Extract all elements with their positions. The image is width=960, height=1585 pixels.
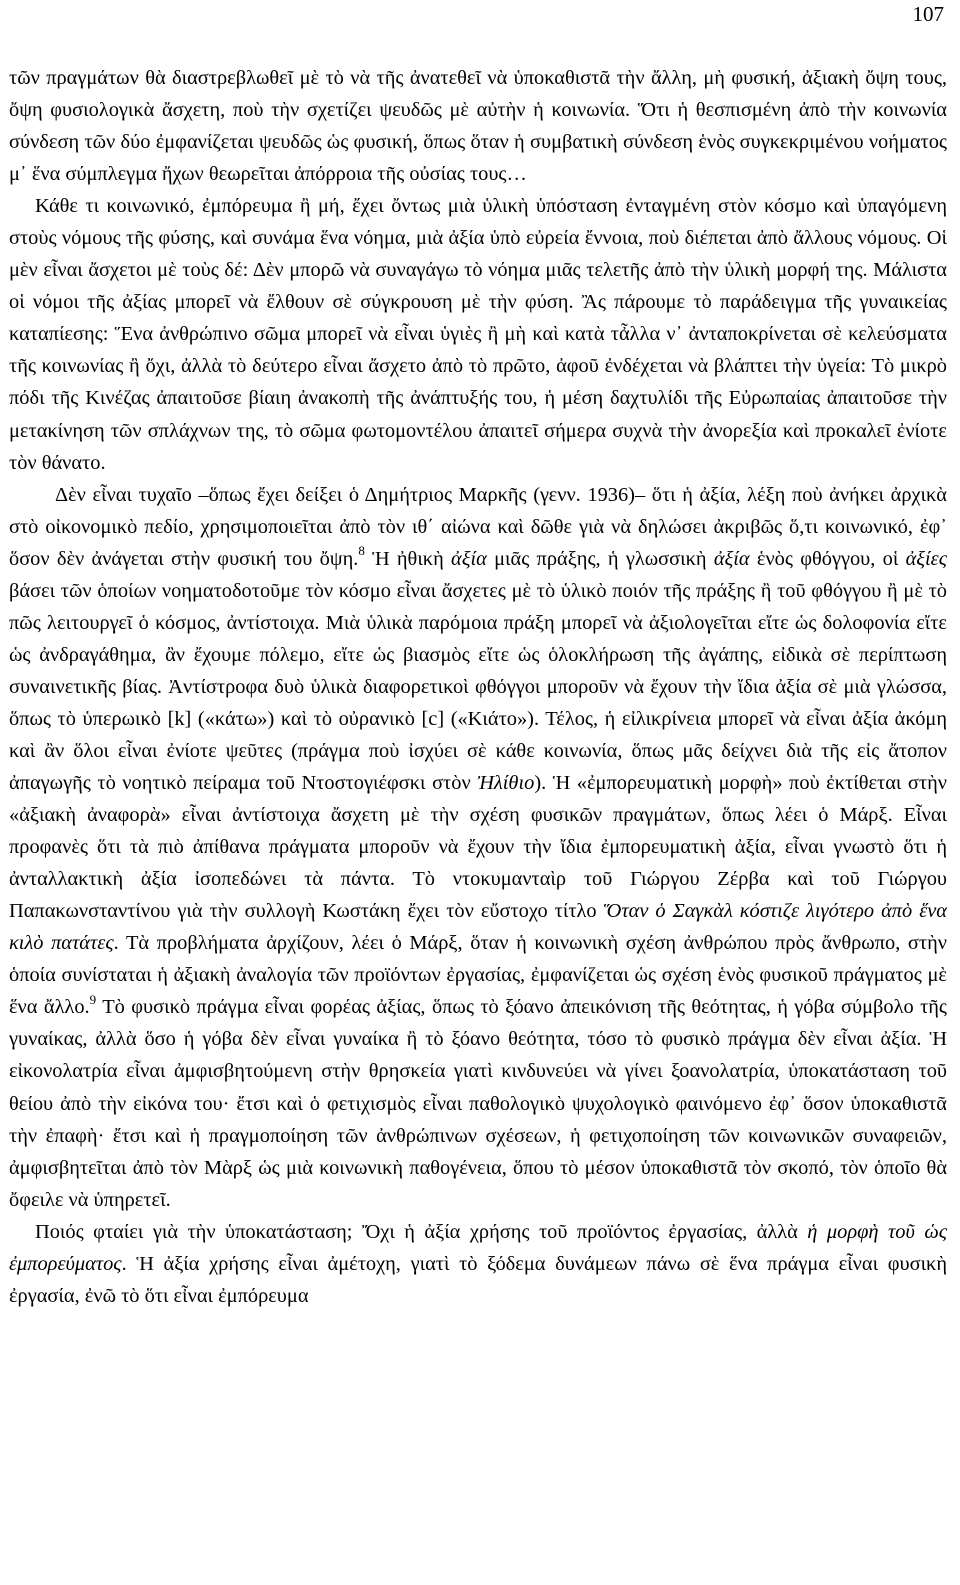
paragraph-text: μιᾶς πράξης, ἡ γλωσσικὴ (486, 547, 714, 570)
paragraph-text: ἑνὸς φθόγγου, οἱ (749, 547, 906, 570)
paragraph-text: ). Ἡ «ἐμπορευματικὴ μορφὴ» ποὺ ἐκτίθεται στὴν «ἀξιακὴ ἀναφορὰ» εἶναι ἀντίστοιχα ἄσχετη μὲ τὴν σχέση φυσικῶν πραγμάτων, ὅπως λέει ὁ Μάρξ. Εἶναι προφανὲς ὅτι τὰ πιὸ ἀπίθανα πράγματα μποροῦν νὰ ἔχουν τὴν ἴδια ἐμπορευματικὴ ἀξία, εἶναι γνωστὸ ὅτι ἡ ἀνταλλακτικὴ ἀξία ἰσοπεδώνει τὰ πάντα. Τὸ ντοκυμανταὶρ τοῦ Γιώργου Ζέρβα καὶ τοῦ Γιώργου Παπακωνσταντίνου γιὰ τὴν συλλογὴ Κωστάκη ἔχει τὸν εὔστοχο τίτλο (9, 772, 947, 923)
page-number: 107 (912, 2, 944, 26)
paragraph-text: βάσει τῶν ὁποίων νοηματοδοτοῦμε τὸν κόσμο εἶναι ἄσχετες μὲ τὸ ὑλικὸ ποιόν τῆς πράξης ἢ τοῦ φθόγγου ἢ μὲ τὸ πῶς λειτουργεῖ ὁ κόσμος, ἀντίστοιχα. Μιὰ ὑλικὰ παρόμοια πράξη μπορεῖ νὰ ἀξιολογεῖται εἴτε ὡς δολοφονία εἴτε ὡς ἀνδραγάθημα, ἂν ἔχουμε πόλεμο, εἴτε ὡς βιασμὸς εἴτε ὡς ὁλοκλήρωση τῆς ἀγάπης, εἰδικὰ σὲ περίπτωση συναινετικῆς βίας. Ἀντίστροφα δυὸ ὑλικὰ διαφορετικοὶ φθόγγοι μποροῦν νὰ ἔχουν τὴν ἴδια ἀξία σὲ μιὰ γλώσσα, ὅπως τὸ ὑπερωικὸ [k] («κάτω») καὶ τὸ οὐρανικὸ [c] («Κιάτο»). Τέλος, ἡ εἰλικρίνεια μπορεῖ νὰ εἶναι ἀξία ἀκόμη καὶ ἂν ὅλοι εἶναι ἐνίοτε ψεῦτες (πράγμα ποὺ ἰσχύει σὲ κάθε κοινωνία, ὅπως μᾶς δείχνει διὰ τῆς εἰς ἄτοπον ἀπαγωγῆς τὸ νοητικὸ πείραμα τοῦ Ντοστογιέφσκι στὸν (9, 579, 947, 795)
paragraph-text: Ἡ ἠθικὴ (364, 547, 452, 570)
italic-term: ἀξία (451, 547, 487, 570)
paragraph-2 (9, 190, 947, 478)
paragraph-text: Ποιός φταίει γιὰ τὴν ὑποκατάσταση; Ὄχι ἡ ἀξία χρήσης τοῦ προϊόντος ἐργασίας, ἀλλὰ (35, 1220, 808, 1243)
paragraph-text: . Τὰ προβλήματα ἀρχίζουν, λέει ὁ Μάρξ, ὅταν ἡ κοινωνικὴ σχέση ἀνθρώπου πρὸς ἄνθρωπο, στὴν ὁποία συνίσταται ἡ ἀξιακὴ ἀναλογία τῶν προϊόντων ἐργασίας, ἐμφανίζεται ὡς σχέση ἑνὸς φυσικοῦ πράγματος μὲ ἕνα ἄλλο. (9, 932, 947, 1019)
paragraph-text: Τὸ φυσικὸ πράγμα εἶναι φορέας ἀξίας, ὅπως τὸ ξόανο ἀπεικόνιση τῆς θεότητας, ἡ γόβα σύμβολο τῆς γυναίκας, ἀλλὰ ὅσο ἡ γόβα δὲν εἶναι γυναίκα ἢ τὸ ξόανο θεότητα, τόσο τὸ φυσικὸ πράγμα δὲν εἶναι ἀξία. Ἡ εἰκονολατρία εἶναι ἀμφισβητούμενη στὴν θρησκεία γιατὶ κινδυνεύει νὰ γίνει ξοανολατρία, ὑποκατάσταση τοῦ θείου ἀπὸ τὴν εἰκόνα του· ἔτσι καὶ ὁ φετιχισμὸς εἶναι παθολογικὸ ψυχολογικὸ φαινόμενο ἐφ᾽ ὅσον ὑποκαθιστᾶ τὴν ἐπαφὴ· ἔτσι καὶ ἡ πραγμοποίηση τῶν ἀνθρώπινων σχέσεων, ἡ φετιχοποίηση τῶν κοινωνικῶν συναφειῶν, ἀμφισβητεῖται ἀπὸ τὸν Μὰρξ ὡς μιὰ κοινωνικὴ παθογένεια, ὅπου τὸ μέσον ὑποκαθιστᾶ τὸν σκοπό, τὸν ὁποῖο θὰ ὄφειλε νὰ ὑπηρετεῖ. (9, 996, 947, 1211)
paragraph-3 (9, 479, 947, 1216)
italic-film-title: Ὅταν ὁ Σαγκὰλ κόστιζε λιγότερο ἀπὸ ἕνα κιλὸ πατάτες (9, 900, 947, 955)
italic-book-title: Ἠλίθιο (477, 772, 535, 795)
paragraph-4 (9, 1216, 947, 1312)
footnote-ref-9[interactable]: 9 (89, 991, 97, 1007)
footnote-ref-8[interactable]: 8 (358, 542, 365, 558)
paragraph-text: . Ἡ ἀξία χρήσης εἶναι ἀμέτοχη, γιατὶ τὸ ξόδεμα δυνάμεων πάνω σὲ ἕνα πράγμα εἶναι φυσικὴ ἐργασία, ἐνῶ τὸ ὅτι εἶναι ἐμπόρευμα (9, 1252, 947, 1307)
paragraph-text: Κάθε τι κοινωνικό, ἐμπόρευμα ἢ μή, ἔχει ὄντως μιὰ ὑλικὴ ὑπόσταση ἐνταγμένη στὸν κόσμο καὶ ὑπαγόμενη στοὺς νόμους τῆς φύσης, καὶ συνάμα ἕνα νόημα, μιὰ ἀξία ὑπὸ εὐρεία ἔννοια, ποὺ διέπεται ἀπὸ ἄλλους νόμους. Οἱ μὲν εἶναι ἄσχετοι μὲ τοὺς δέ: Δὲν μπορῶ νὰ συναγάγω τὸ νόημα μιᾶς τελετῆς ἀπὸ τὴν ὑλικὴ μορφή της. Μάλιστα οἱ νόμοι τῆς ἀξίας μπορεῖ νὰ ἔλθουν σὲ σύγκρουση μὲ τὴν φύση. Ἂς πάρουμε τὸ παράδειγμα τῆς γυναικείας καταπίεσης: Ἕνα ἀνθρώπινο σῶμα μπορεῖ νὰ εἶναι ὑγιὲς ἢ μὴ καὶ κατὰ τἆλλα ν᾽ ἀνταποκρίνεται σὲ κελεύσματα τῆς κοινωνίας ἢ ὄχι, ἀλλὰ τὸ δεύτερο εἶναι ἄσχετο ἀπὸ τὸ πρῶτο, ἀφοῦ ἐνδέχεται νὰ βλάπτει τὴν ὑγεία: Τὸ μικρὸ πόδι τῆς Κινέζας ἀπαιτοῦσε βίαιη ἀνακοπὴ τῆς ἀνάπτυξής του, ἡ μέση δαχτυλίδι τῆς Εὐρωπαίας ἀπαιτοῦσε τὴν μετακίνηση τῶν σπλάχνων της, τὸ σῶμα φωτομοντέλου ἀπαιτεῖ σήμερα συχνὰ τὴν ἀνορεξία καὶ προκαλεῖ ἐνίοτε τὸν θάνατο. (9, 195, 947, 474)
italic-term: ἀξία (713, 547, 750, 570)
italic-phrase: ἡ μορφὴ τοῦ ὡς ἐμπορεύματος (9, 1220, 947, 1275)
italic-term: ἀξίες (905, 547, 947, 570)
paragraph-text: τῶν πραγμάτων θὰ διαστρεβλωθεῖ μὲ τὸ νὰ τῆς ἀνατεθεῖ νὰ ὑποκαθιστᾶ τὴν ἄλλη, μὴ φυσική, ἀξιακὴ ὄψη τους, ὄψη φυσιολογικὰ ἄσχετη, ποὺ τὴν σχετίζει ψευδῶς μὲ αὐτὴν ἡ κοινωνία. Ὅτι ἡ θεσπισμένη ἀπὸ τὴν κοινωνία σύνδεση τῶν δύο ἐμφανίζεται ψευδῶς ὡς φυσική, ὅπως ὅταν ἡ συμβατικὴ σύνδεση ἑνὸς συγκεκριμένου νοήματος μ᾽ ἕνα σύμπλεγμα ἤχων θεωρεῖται ἀπόρροια τῆς οὐσίας τους… (9, 67, 947, 186)
paragraph-text: Δὲν εἶναι τυχαῖο –ὅπως ἔχει δείξει ὁ Δημήτριος Μαρκῆς (γενν. 1936)– ὅτι ἡ ἀξία, λέξη ποὺ ἀνήκει ἀρχικὰ στὸ οἰκονομικὸ πεδίο, χρησιμοποιεῖται ἀπὸ τὸν ιθ΄ αἰώνα καὶ δῶθε γιὰ νὰ δηλώσει ἀκριβῶς ὅ,τι κοινωνικό, ἐφ᾽ ὅσον δὲν ἀνάγεται στὴν φυσική του ὄψη. (9, 483, 947, 570)
text-body (9, 62, 947, 1312)
paragraph-1 (9, 62, 947, 190)
